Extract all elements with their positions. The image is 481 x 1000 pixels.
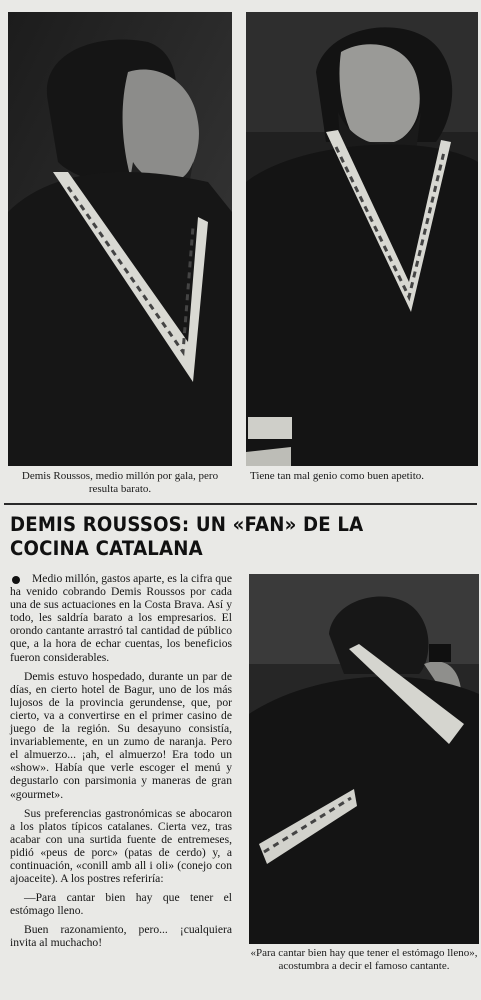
photo-singer-profile-image [8, 12, 232, 466]
photo-singer-front-image [246, 12, 478, 466]
caption-bottom-right: «Para cantar bien hay que tener el estómago lleno», acostumbra a decir el famoso cantante. [250, 947, 478, 972]
photo-singer-stage [249, 574, 479, 944]
caption-top-left: Demis Roussos, medio millón por gala, pero resulta barato. [21, 470, 219, 495]
bullet-icon [12, 576, 20, 584]
article-paragraph-text: Medio millón, gastos aparte, es la cifra que ha venido cobrando Demis Roussos por cada una de sus actuaciones en la Costa Brava. Así y todo, les saldría barato a los empresarios. El orondo cantante arrastró tal cantidad de público que, a la hora de echar cuentas, los beneficios fueron considerables. [10, 572, 232, 664]
article-paragraph: Demis estuvo hospedado, durante un par de días, en cierto hotel de Bagur, uno de los más lujosos de la provincia gerundense, que, por cierto, va a convertirse en el primer casino de juego de la región. Su desayuno consistía, invariablemente, en un zumo de naranja. Pero el almuerzo... ¡ah, el almuerzo! Era todo un «show». Había que verle escoger el menú y degustarlo con parsimonia y maneras de gran «gourmet». [10, 669, 232, 801]
caption-top-right: Tiene tan mal genio como buen apetito. [250, 470, 425, 482]
article-quote: —Para cantar bien hay que tener el estómago lleno. [10, 891, 232, 918]
article-paragraph [10, 572, 232, 664]
section-divider [4, 503, 477, 505]
article-body [10, 572, 232, 956]
article-paragraph: Sus preferencias gastronómicas se abocaron a los platos típicos catalanes. Cierta vez, tras acabar con una surtida fuente de entremeses, pidió «peus de porc» (patas de cerdo) y, a continuación, «conill amb all i oli» (conejo con ajoaceite). A los postres referiría: [10, 806, 232, 886]
article-paragraph: Buen razonamiento, pero... ¡cualquiera invita al muchacho! [10, 923, 232, 950]
photo-singer-profile [8, 12, 232, 466]
photo-singer-front [246, 12, 478, 466]
photo-singer-stage-image [249, 574, 479, 944]
article-headline: DEMIS ROUSSOS: UN «FAN» DE LA COCINA CATALANA [10, 513, 364, 560]
